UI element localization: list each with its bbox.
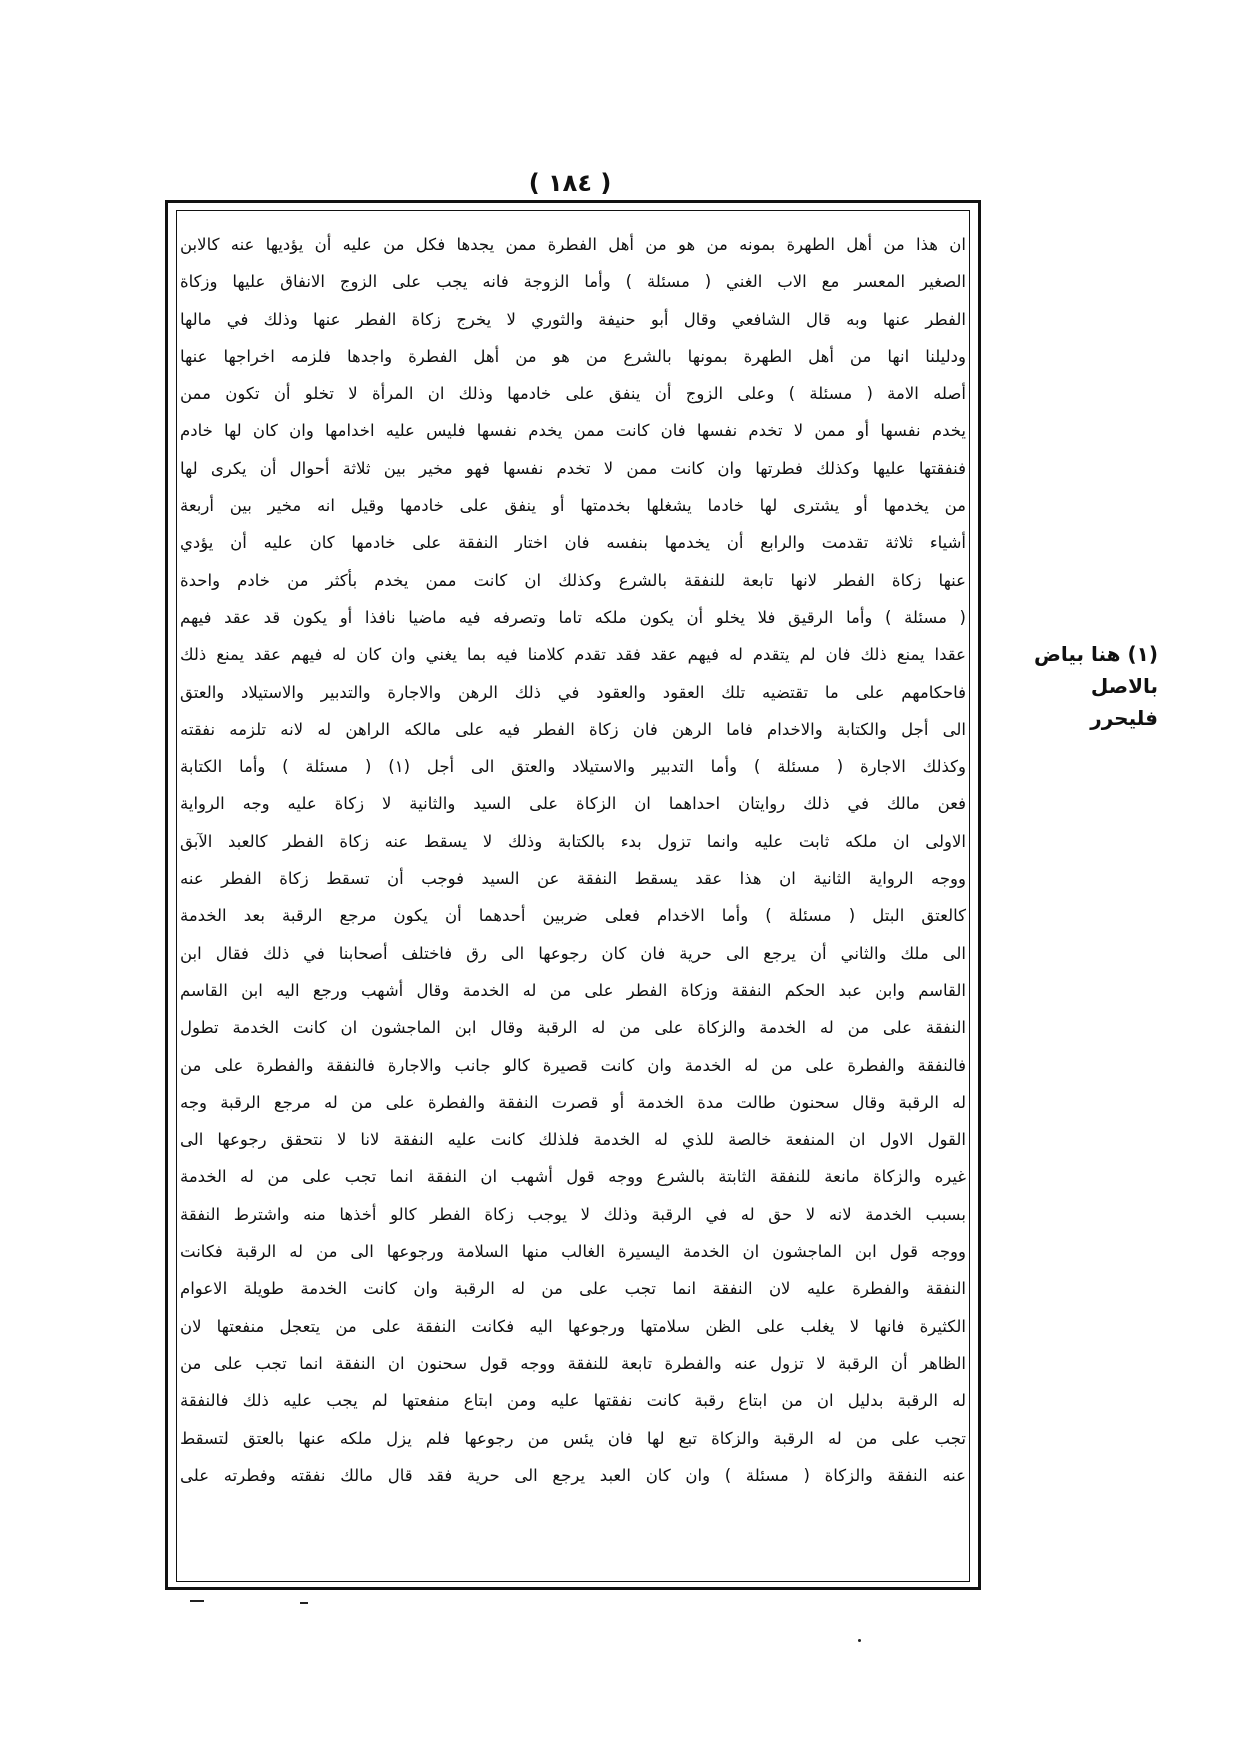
text-line: ووجه الرواية الثانية ان هذا عقد يسقط النفقة عن السيد فوجب أن تسقط زكاة الفطر عنه — [180, 869, 966, 889]
text-line: له الرقبة وقال سحنون طالت مدة الخدمة أو قصرت النفقة والفطرة على من له مرجع الرقبة وجه — [180, 1092, 966, 1112]
margin-footnote-line: (١) هنا بياض بالاصل — [1033, 642, 1158, 698]
text-line: يخدم نفسها أو ممن لا تخدم نفسها فان كانت ممن يخدم نفسها فليس عليه اخدامها وان كان لها خادم — [180, 421, 966, 441]
text-line: الصغير المعسر مع الاب الغني ( مسئلة ) وأما الزوجة فانه يجب على الزوج الانفاق عليها وزكاة — [180, 272, 966, 292]
text-line: فاحكامهم على ما تقتضيه تلك العقود والعقود في ذلك الرهن والاجارة والتدبير والاستيلاد والعتق — [180, 682, 966, 702]
page-number: ( ١٨٤ ) — [528, 169, 612, 197]
text-line: عنها زكاة الفطر لانها تابعة للنفقة بالشرع وكذلك ان كانت ممن يخدم بأكثر من خادم واحدة — [180, 570, 966, 590]
scan-speck — [858, 1639, 861, 1642]
scan-speck — [300, 1602, 308, 1604]
text-line: بسبب الخدمة لانه لا حق له في الرقبة وذلك لا يوجب زكاة الفطر كالو أخذها منه واشترط النفقة — [180, 1204, 966, 1224]
text-line: الظاهر أن الرقبة لا تزول عنه والفطرة تابعة للنفقة ووجه قول سحنون ان النفقة انما تجب على من — [180, 1353, 966, 1373]
scan-speck — [190, 1600, 204, 1602]
text-line: له الرقبة بدليل ان من ابتاع رقبة كانت نفقتها عليه ومن ابتاع منفعتها لم يجب عليه ذلك فالنفقة — [180, 1391, 966, 1411]
text-line: القاسم وابن عبد الحكم النفقة وزكاة الفطر على من له الخدمة وقال أشهب ورجع اليه ابن القاسم — [180, 980, 966, 1000]
text-line: أصله الامة ( مسئلة ) وعلى الزوج أن ينفق على خادمها وذلك ان المرأة لا تخلو أن تكون ممن — [180, 384, 966, 404]
margin-footnote-line: فليحرر — [1090, 706, 1158, 730]
text-line: القول الاول ان المنفعة خالصة للذي له الخدمة فلذلك كانت عليه النفقة لانا لا نتحقق رجوعها الى — [180, 1130, 966, 1150]
text-line: فعن مالك في ذلك روايتان احداهما ان الزكاة على السيد والثانية لا زكاة عليه وجه الرواية — [180, 794, 966, 814]
text-line: كالعتق البتل ( مسئلة ) وأما الاخدام فعلى ضربين أحدهما أن يكون مرجع الرقبة بعد الخدمة — [180, 906, 966, 926]
text-line: فالنفقة والفطرة على من له الخدمة وان كانت قصيرة كالو جانب والاجارة فالنفقة والفطرة على من — [180, 1055, 966, 1075]
text-line: فنفقتها عليها وكذلك فطرتها وان كانت ممن لا تخدم نفسها فهو مخير بين ثلاثة أحوال أن يكرى لها — [180, 458, 966, 478]
text-line: ودليلنا انها من أهل الطهرة بمونها بالشرع من هو من أهل الفطرة واجدها فلزمه اخراجها عنها — [180, 346, 966, 366]
main-text-body — [180, 226, 966, 1576]
text-line: النفقة على من له الخدمة والزكاة على من له الرقبة وقال ابن الماجشون ان كانت الخدمة تطول — [180, 1018, 966, 1038]
text-line: ووجه قول ابن الماجشون ان الخدمة اليسيرة الغالب منها السلامة ورجوعها الى من له الرقبة فكانت — [180, 1242, 966, 1262]
text-line: الفطر عنها وبه قال الشافعي وقال أبو حنيفة والثوري لا يخرج زكاة الفطر عنها وذلك في مالها — [180, 309, 966, 329]
text-line: الكثيرة فانها لا يغلب على الظن سلامتها ورجوعها اليه فكانت النفقة على من يتعجل منفعتها لان — [180, 1316, 966, 1336]
text-line: الى ملك والثاني أن يرجع الى حرية فان كان رجوعها الى رق فاختلف أصحابنا في ذلك فقال ابن — [180, 943, 966, 963]
text-line: غيره والزكاة مانعة للنفقة الثابتة بالشرع ووجه قول أشهب ان النفقة انما تجب على من له الخدمة — [180, 1167, 966, 1187]
text-line: من يخدمها أو يشترى لها خادما يشغلها بخدمتها أو ينفق على خادمها وقيل انه مخير بين أربعة — [180, 496, 966, 516]
text-line: ان هذا من أهل الطهرة بمونه من هو من أهل الفطرة ممن يجدها فكل من عليه أن يؤديها عنه كالابن — [180, 235, 966, 254]
text-line: الاولى ان ملكه ثابت عليه وانما تزول بدء بالكتابة وذلك لا يسقط عنه زكاة الفطر كالعبد الآبق — [180, 831, 966, 851]
text-line: النفقة والفطرة عليه لان النفقة انما تجب على من له الرقبة وان كانت الخدمة طويلة الاعوام — [180, 1279, 966, 1299]
text-line: عقدا يمنع ذلك فان لم يتقدم له فيهم عقد فقد تقدم كلامنا فيه بما يغني وان كان له فيهم عقد يمنع ذلك — [180, 645, 966, 665]
text-line: أشياء ثلاثة تقدمت والرابع أن يخدمها بنفسه فان اختار النفقة على خادمها كان عليه أن يؤدي — [180, 533, 966, 553]
text-line: تجب على من له الرقبة والزكاة تبع لها فان يئس من رجوعها فلم يزل ملكه عنها بالعتق لتسقط — [180, 1428, 966, 1448]
text-line: وكذلك الاجارة ( مسئلة ) وأما التدبير والاستيلاد والعتق الى أجل (١) ( مسئلة ) وأما الكتابة — [180, 757, 966, 777]
text-line: عنه النفقة والزكاة ( مسئلة ) وان كان العبد يرجع الى حرية فقد قال مالك نفقته وفطرته على — [180, 1465, 966, 1485]
text-line: ( مسئلة ) وأما الرقيق فلا يخلو أن يكون ملكه تاما وتصرفه فيه ماضيا نافذا أو يكون قد عقد فيهم — [180, 607, 966, 627]
text-line: الى أجل والكتابة والاخدام فاما الرهن فان زكاة الفطر فيه على مالكه الراهن له لانه تلزمه نفقته — [180, 719, 966, 739]
margin-footnote — [998, 638, 1158, 734]
